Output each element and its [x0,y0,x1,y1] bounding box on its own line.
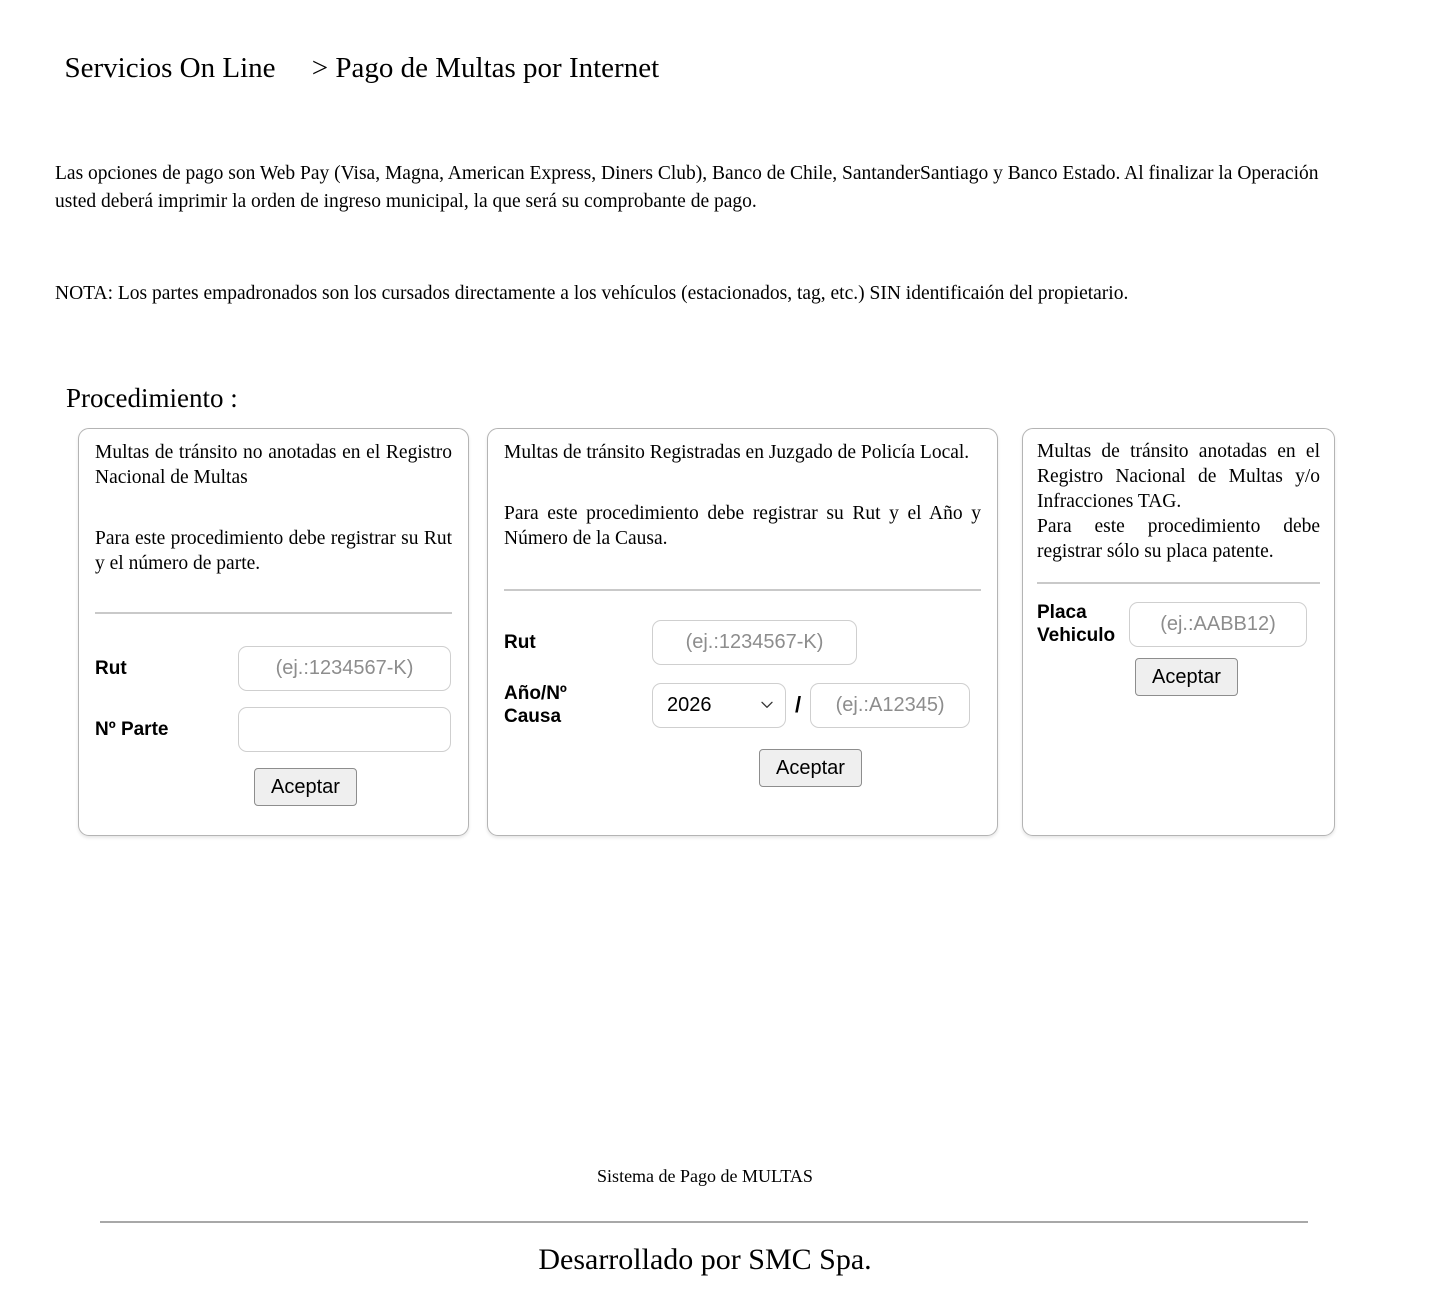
form-row-submit [504,749,981,787]
procedure-card-juzgado-policia-local [487,428,998,836]
rut-input[interactable] [238,646,451,691]
card-description-line-2: Para este procedimiento debe registrar su Rut y el número de parte. [95,528,452,574]
card-description-line-1: Multas de tránsito no anotadas en el Registro Nacional de Multas [95,442,452,488]
card-divider [1037,582,1320,584]
card-form [79,637,468,806]
rut-label: Rut [95,657,127,679]
slash-separator: / [795,692,802,717]
accept-button[interactable]: Aceptar [254,768,357,806]
placa-vehiculo-label-line-2: Vehiculo [1037,625,1116,646]
card-description [1023,429,1334,564]
footer-system-name: Sistema de Pago de MULTAS [597,1166,813,1186]
ano-numero-causa-label-line-1: Año/Nº [504,683,567,704]
form-row-placa-vehiculo [1037,601,1320,647]
breadcrumb-site-section: Servicios On Line > Pago de Multas por Internet [64,52,660,84]
card-description-line-1: Multas de tránsito anotadas en el Registro Nacional de Multas y/o Infracciones TAG. [1037,441,1320,512]
card-description-line-1: Multas de tránsito Registradas en Juzgado de Policía Local. [504,442,970,463]
card-divider [95,612,452,614]
accept-button[interactable]: Aceptar [1135,658,1238,696]
ano-numero-causa-label-line-2: Causa [504,706,562,727]
rut-input[interactable] [652,620,857,665]
breadcrumb [50,8,659,88]
form-row-submit [95,768,452,806]
ano-numero-causa-label [504,682,652,728]
placa-vehiculo-label [1037,601,1129,647]
card-form [1023,601,1334,696]
numero-parte-label: Nº Parte [95,718,169,740]
numero-parte-input[interactable] [238,707,451,752]
form-row-ano-numero-causa [504,673,981,737]
form-row-numero-parte [95,699,452,759]
form-row-submit [1037,658,1320,696]
procedure-card-no-anotadas [78,428,469,836]
payment-options-paragraph: Las opciones de pago son Web Pay (Visa, Magna, American Express, Diners Club), Banco de Chile, SantanderSantiago y Banco Estado. Al finalizar la Operación usted deberá imprimir la orden de ingreso municipal, la que será su comprobante de pago. [55,163,1319,212]
form-row-rut [504,611,981,673]
card-form [488,611,997,787]
year-select[interactable] [652,683,786,728]
footer-divider [100,1221,1308,1223]
year-select-wrapper [652,683,786,728]
note-paragraph: NOTA: Los partes empadronados son los cursados directamente a los vehículos (estacionados, tag, etc.) SIN identificaión del propietario. [55,283,1129,304]
numero-causa-input[interactable] [810,683,970,728]
procedure-cards [78,428,1362,838]
procedure-card-registro-nacional-tag [1022,428,1335,836]
card-description-line-2: Para este procedimiento debe registrar su Rut y el Año y Número de la Causa. [504,503,981,549]
page-title: Procedimiento : [66,383,238,413]
placa-vehiculo-input[interactable] [1129,602,1307,647]
card-description-line-2: Para este procedimiento debe registrar sólo su placa patente. [1037,516,1320,562]
card-divider [504,589,981,591]
card-description [79,429,468,576]
footer-developed-by: Desarrollado por SMC Spa. [538,1243,872,1276]
rut-label: Rut [504,631,536,653]
form-row-rut [95,637,452,699]
card-description [488,429,997,551]
placa-vehiculo-label-line-1: Placa [1037,602,1087,623]
accept-button[interactable]: Aceptar [759,749,862,787]
